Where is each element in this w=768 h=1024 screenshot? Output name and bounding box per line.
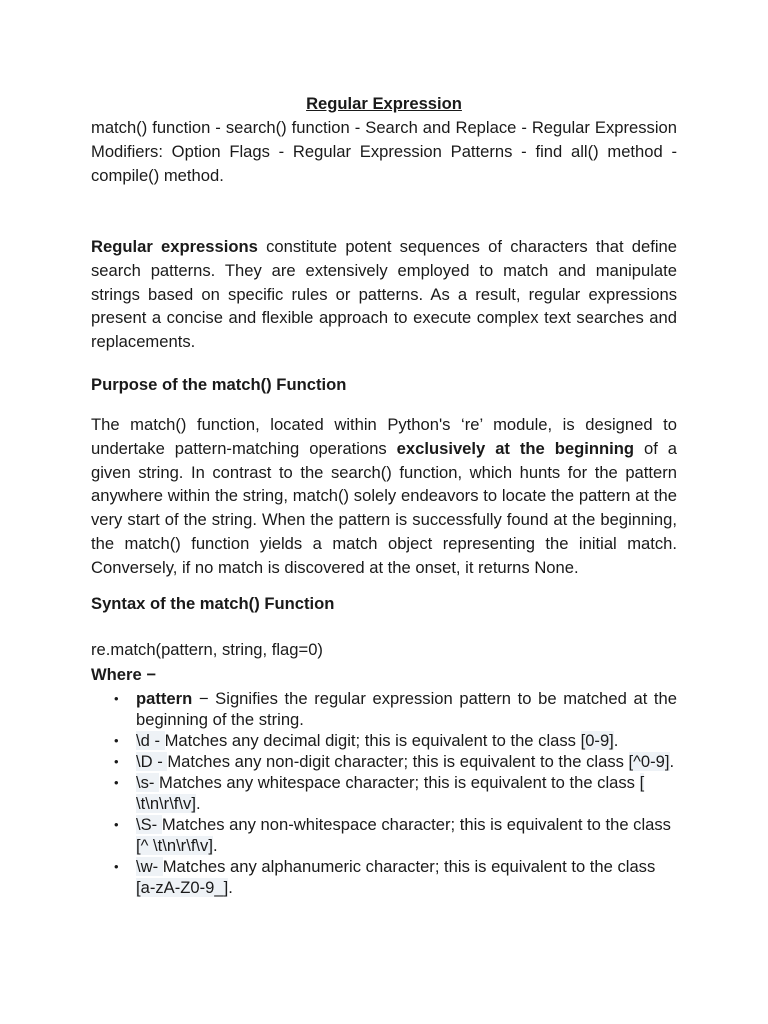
- period: .: [669, 752, 675, 771]
- document-title: Regular Expression: [306, 94, 462, 113]
- escape-description: Matches any non-digit character; this is equivalent to the class: [167, 752, 629, 771]
- purpose-heading: Purpose of the match() Function: [91, 375, 347, 394]
- escape-description: Matches any alphanumeric character; this is equivalent to the class: [162, 857, 656, 876]
- escape-description: Matches any non-whitespace character; this is equivalent to the class: [161, 815, 671, 834]
- list-item-text: [136, 751, 677, 772]
- list-item: [114, 814, 677, 856]
- purpose-text-1: The match() function, located within Python's ‘re’ module, is designed to undertake pattern-matching operations: [91, 415, 677, 458]
- character-class: [a-zA-Z0-9_]: [136, 878, 229, 897]
- intro-paragraph: [91, 235, 677, 354]
- bullet-icon: •: [114, 859, 119, 874]
- escape-description: Matches any whitespace character; this is equivalent to the class: [159, 773, 640, 792]
- character-class: [^0-9]: [628, 752, 670, 771]
- list-item: [114, 751, 677, 772]
- intro-bold-term: Regular expressions: [91, 237, 258, 256]
- escape-code: \S-: [136, 815, 162, 834]
- syntax-code: re.match(pattern, string, flag=0): [91, 640, 323, 659]
- where-label: Where −: [91, 665, 157, 684]
- purpose-text-2: of a given string. In contrast to the search() function, which hunts for the pattern anywhere within the string, match() solely endeavors to locate the pattern at the very start of the string. When the pattern is successfully found at the beginning, the match() function yields a match object representing the initial match. Conversely, if no match is discovered at the onset, it returns None.: [91, 438, 677, 577]
- period: .: [613, 731, 619, 750]
- escape-code: \d -: [136, 731, 165, 750]
- escape-code: \w-: [136, 857, 163, 876]
- character-class: [ \t\n\r\f\v]: [136, 773, 645, 813]
- bullet-icon: •: [114, 733, 119, 748]
- bullet-icon: •: [114, 775, 119, 790]
- pattern-description: − Signifies the regular expression pattern to be matched at the beginning of the string.: [136, 689, 677, 729]
- pattern-term: pattern: [136, 689, 193, 708]
- list-item-text: [136, 730, 677, 751]
- list-item: [114, 730, 677, 751]
- list-item-text: [136, 688, 677, 730]
- list-item-text: [136, 772, 677, 814]
- bullet-icon: •: [114, 817, 119, 832]
- pattern-list: [114, 688, 677, 898]
- period: .: [228, 878, 233, 897]
- list-item-text: [136, 814, 677, 856]
- list-item-text: [136, 856, 677, 898]
- period: .: [212, 836, 218, 855]
- toc-paragraph: match() function - search() function - Search and Replace - Regular Expression Modifiers: Option Flags - Regular Expression Patterns - find all() method - compile() method.: [91, 118, 677, 185]
- list-item: [114, 688, 677, 730]
- purpose-paragraph: [91, 413, 677, 580]
- bullet-icon: •: [114, 754, 119, 769]
- syntax-heading: Syntax of the match() Function: [91, 594, 335, 613]
- escape-description: Matches any decimal digit; this is equivalent to the class: [164, 731, 581, 750]
- bullet-icon: •: [114, 691, 119, 706]
- escape-code: \s-: [136, 773, 160, 792]
- list-item: [114, 772, 677, 814]
- period: .: [195, 794, 201, 813]
- character-class: [^ \t\n\r\f\v]: [136, 836, 213, 855]
- escape-code: \D -: [136, 752, 168, 771]
- character-class: [0-9]: [580, 731, 614, 750]
- intro-text: constitute potent sequences of characters that define search patterns. They are extensively employed to match and manipulate strings based on specific rules or patterns. As a result, regular expressions present a concise and flexible approach to execute complex text searches and replacements.: [91, 237, 677, 352]
- purpose-bold-text: exclusively at the beginning: [396, 438, 635, 458]
- list-item: [114, 856, 677, 898]
